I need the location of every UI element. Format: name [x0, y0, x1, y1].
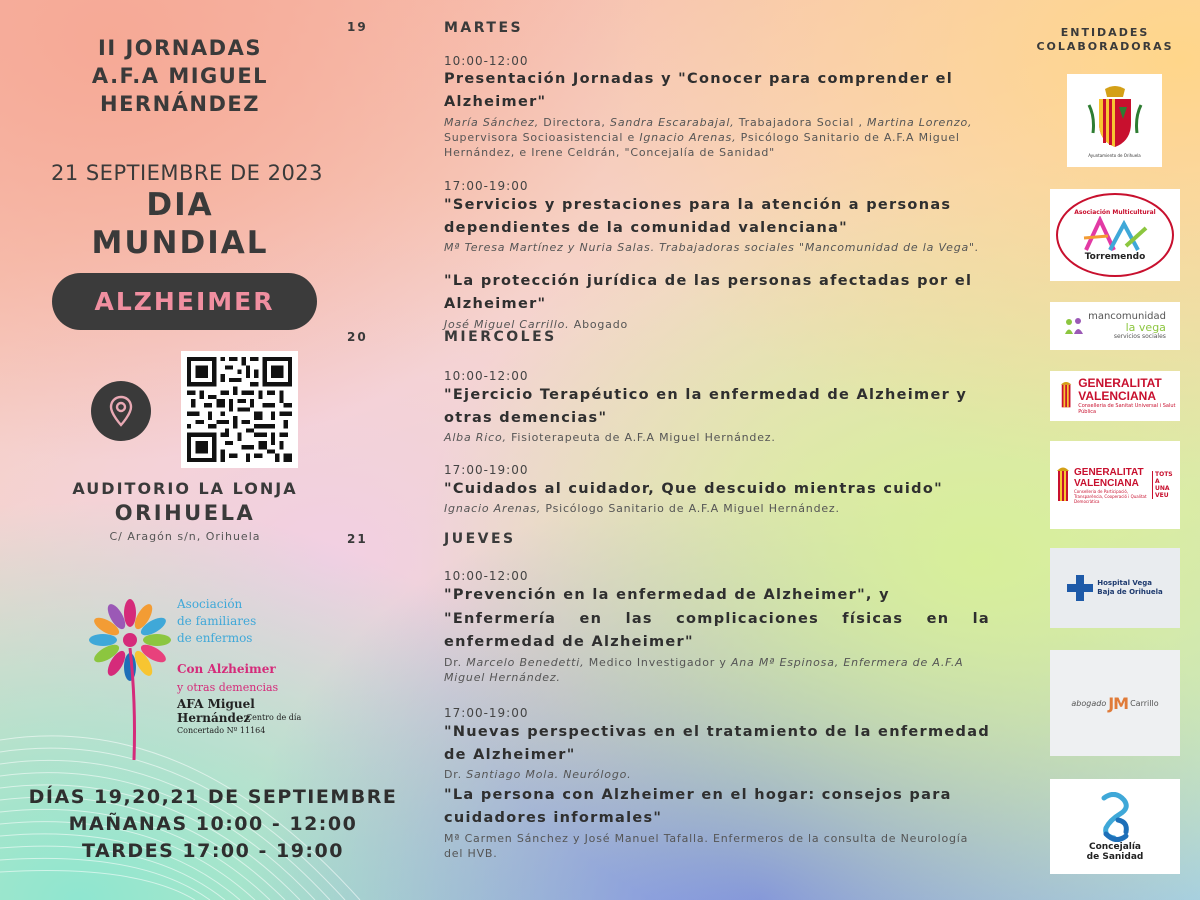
session-title: "Prevención en la enfermedad de Alzheimer", y	[444, 587, 890, 603]
day-name: MIERCOLES	[444, 329, 557, 345]
sanidad-symbol-icon	[1092, 792, 1138, 842]
sponsor-torremendo-logo[interactable]	[1050, 189, 1180, 281]
alzheimer-badge: ALZHEIMER	[52, 273, 317, 330]
sponsor-caption: la vega	[1125, 320, 1166, 334]
day-number: 21	[347, 532, 368, 546]
session-speakers	[444, 655, 990, 685]
schedule-afternoons: TARDES 17:00 - 19:00	[82, 840, 344, 862]
sponsors-title-line: COLABORADORAS	[1036, 40, 1174, 53]
session-title: "Ejercicio Terapéutico en la enfermedad de Alzheimer y otras demencias"	[444, 387, 968, 426]
generalitat-emblem-icon	[1056, 465, 1070, 505]
afa-logo-line: Hernández	[177, 711, 251, 725]
speaker-name: Ignacio Arenas,	[639, 131, 737, 144]
speaker-name: Ana Mª Espinosa, Enfermera de A.F.A Miguel Hernández.	[444, 656, 964, 684]
generalitat-emblem-icon	[1060, 379, 1072, 413]
sponsor-caption: VALENCIANA	[1074, 477, 1139, 489]
qr-code[interactable]	[181, 351, 298, 468]
speaker-role: Psicólogo Sanitario de A.F.A Miguel Hernández, e Irene Celdrán, "Concejalía de Sanidad"	[444, 131, 960, 159]
session-speakers: Mª Teresa Martínez y Nuria Salas. Trabajadoras sociales "Mancomunidad de la Vega".	[444, 241, 980, 254]
session-time: 17:00-19:00	[444, 463, 529, 477]
session-speakers	[444, 430, 990, 445]
afa-logo-line: Asociación	[177, 597, 243, 611]
speaker-role: Dr.	[444, 768, 467, 781]
sponsors-title	[1020, 26, 1190, 54]
sponsor-caption: Conselleria de Participació, Transparència, Cooperació i Qualitat Democràtica	[1074, 488, 1147, 504]
speaker-role: Medico Investigador y	[584, 656, 731, 669]
title-line: HERNÁNDEZ	[100, 92, 260, 116]
sponsor-caption: Torremendo	[1084, 251, 1146, 262]
session-time: 10:00-12:00	[444, 569, 529, 583]
sponsor-caption: TOTS A UNA VEU	[1152, 471, 1174, 499]
session-time: 10:00-12:00	[444, 54, 529, 68]
session-title: "Cuidados al cuidador, Que descuido mientras cuido"	[444, 481, 943, 497]
afa-logo-text	[177, 596, 256, 647]
schedule-days: DÍAS 19,20,21 DE SEPTIEMBRE	[28, 786, 398, 808]
sponsor-caption: Carrillo	[1130, 698, 1159, 708]
afa-logo-line: Concertado Nº 11164	[177, 726, 266, 735]
session-speakers	[444, 115, 990, 160]
session-title: Presentación Jornadas y "Conocer para comprender el Alzheimer"	[444, 71, 954, 110]
venue-name: AUDITORIO LA LONJA	[72, 479, 298, 498]
afa-flower-logo-icon	[62, 592, 174, 762]
sponsor-hospital-logo[interactable]	[1050, 548, 1180, 628]
session-title: "Enfermería en las complicaciones físicas en la enfermedad de Alzheimer"	[444, 611, 990, 650]
speaker-name: José Miguel Carrillo.	[444, 318, 570, 331]
afa-logo-line: de enfermos	[177, 631, 253, 645]
sponsor-caption: GENERALITAT	[1078, 376, 1162, 390]
afa-logo-line: Centro de día	[246, 713, 302, 722]
medical-cross-icon	[1067, 575, 1093, 601]
event-title	[30, 34, 330, 118]
sponsor-caption: servicios sociales	[1113, 332, 1166, 340]
session-speakers	[444, 501, 990, 516]
speaker-name: Marcelo Benedetti,	[466, 656, 585, 669]
speaker-role: Directora,	[539, 116, 611, 129]
day-name: JUEVES	[444, 531, 516, 547]
sponsor-caption: Baja de Orihuela	[1097, 588, 1163, 596]
speaker-name: María Sánchez,	[444, 116, 539, 129]
speaker-role: Supervisora Socioasistencial e	[444, 131, 640, 144]
day-number: 20	[347, 330, 368, 344]
people-icon	[1064, 317, 1084, 335]
title-line: A.F.A MIGUEL	[91, 64, 269, 88]
session-title: "La protección jurídica de las personas afectadas por el Alzheimer"	[444, 273, 973, 312]
sponsor-abogado-logo[interactable]	[1050, 650, 1180, 756]
sponsor-concejalia-logo[interactable]	[1050, 779, 1180, 874]
speaker-name: Alba Rico,	[444, 431, 507, 444]
location-pin-icon[interactable]	[91, 381, 151, 441]
afa-logo-line: y otras demencias	[177, 681, 279, 694]
world-day-line: MUNDIAL	[91, 225, 269, 261]
sponsor-caption: JM	[1108, 693, 1129, 713]
afa-logo-line: Con Alzheimer	[177, 662, 276, 676]
afa-logo-line: AFA Miguel	[177, 697, 255, 711]
speaker-role: Psicólogo Sanitario de A.F.A Miguel Hernández.	[541, 502, 840, 515]
speaker-role: Trabajadora Social ,	[734, 116, 868, 129]
sponsor-caption: VALENCIANA	[1078, 389, 1156, 403]
sponsor-generalitat-participacio-logo[interactable]	[1050, 441, 1180, 529]
session-title: "Servicios y prestaciones para la atención a personas dependientes de la comunidad valenciana"	[444, 197, 952, 236]
afa-logo-line: de familiares	[177, 614, 257, 628]
sponsor-caption: de Sanidad	[1086, 851, 1144, 862]
world-day-line: DIA	[146, 187, 214, 223]
speaker-role: Fisioterapeuta de A.F.A Miguel Hernández.	[506, 431, 776, 444]
speaker-name: Santiago Mola. Neurólogo.	[466, 768, 632, 781]
coat-of-arms-icon	[1085, 83, 1145, 153]
speaker-role: Dr.	[444, 656, 467, 669]
speaker-name: Sandra Escarabajal,	[610, 116, 735, 129]
sponsor-caption: Ayuntamiento de Orihuela	[1088, 153, 1141, 158]
sponsor-caption: abogado	[1071, 698, 1107, 708]
schedule-mornings: MAÑANAS 10:00 - 12:00	[68, 813, 358, 835]
day-name: MARTES	[444, 20, 524, 36]
session-speakers	[444, 767, 990, 782]
speaker-name: Martina Lorenzo,	[867, 116, 973, 129]
speaker-name: Ignacio Arenas,	[444, 502, 542, 515]
multicultural-shapes-icon	[1080, 216, 1150, 252]
sponsor-mancomunidad-logo[interactable]	[1050, 302, 1180, 350]
session-time: 10:00-12:00	[444, 369, 529, 383]
venue-city: ORIHUELA	[114, 501, 256, 525]
day-number: 19	[347, 20, 368, 34]
sponsor-caption: Asociación Multicultural	[1074, 208, 1156, 216]
sponsor-caption: Concejalía	[1088, 841, 1142, 852]
world-day-heading	[30, 186, 330, 262]
event-date: 21 SEPTIEMBRE DE 2023	[50, 161, 324, 185]
session-title: "La persona con Alzheimer en el hogar: consejos para cuidadores informales"	[444, 787, 952, 826]
sponsor-ayuntamiento-logo[interactable]	[1067, 74, 1162, 167]
sponsor-caption: GENERALITAT	[1074, 466, 1144, 478]
sponsor-caption: mancomunidad	[1088, 310, 1166, 322]
session-time: 17:00-19:00	[444, 706, 529, 720]
title-line: II JORNADAS	[98, 36, 262, 60]
session-time: 17:00-19:00	[444, 179, 529, 193]
session-speakers: Mª Carmen Sánchez y José Manuel Tafalla. Enfermeros de la consulta de Neurología del HVB.	[444, 832, 969, 860]
sponsor-generalitat-sanitat-logo[interactable]	[1050, 371, 1180, 421]
sponsor-caption: Hospital Vega	[1097, 579, 1152, 587]
sponsor-caption: Conselleria de Sanitat Universal i Salut Pública	[1078, 403, 1176, 415]
speaker-role: Abogado	[569, 318, 629, 331]
session-title: "Nuevas perspectivas en el tratamiento de la enfermedad de Alzheimer"	[444, 724, 990, 763]
venue-address: C/ Aragón s/n, Orihuela	[109, 530, 261, 543]
sponsors-title-line: ENTIDADES	[1060, 26, 1150, 39]
